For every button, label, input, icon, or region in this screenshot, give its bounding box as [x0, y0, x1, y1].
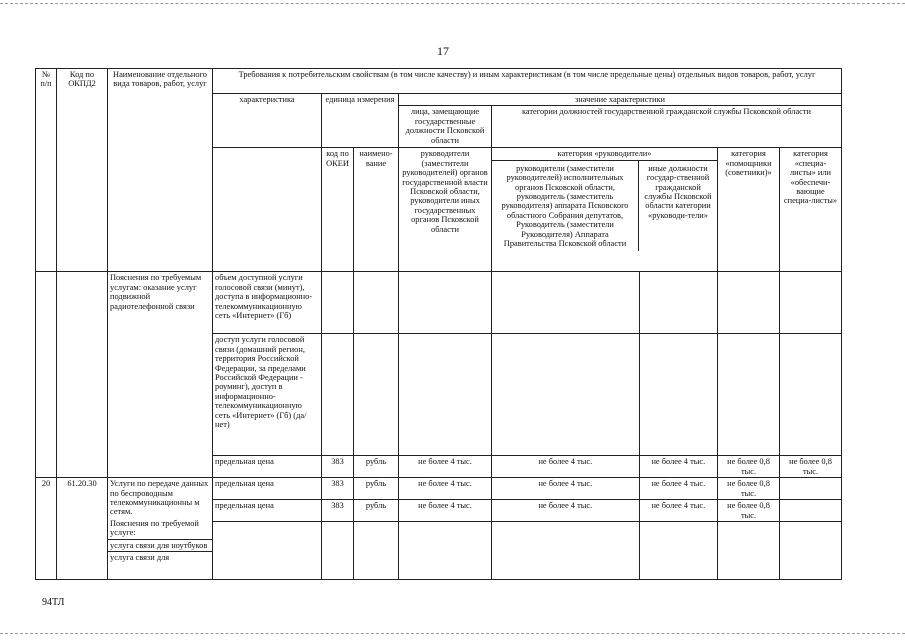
- footer-code: 94ТЛ: [42, 597, 65, 608]
- price-specialists: не более 0,8 тыс.: [780, 456, 842, 478]
- row20-num: 20: [36, 478, 57, 580]
- header-requirements: Требования к потребительским свойствам (в том числе качеству) и иным характеристикам (в том числе предельные цены) отдельных видов товаров, работ, услуг: [213, 69, 842, 94]
- row20-code: 61.20.30: [57, 478, 108, 580]
- price-specialists: [780, 500, 842, 522]
- unit-rub: рубль: [354, 478, 399, 500]
- header-cat-specialists: категория «специа-листы» или «обеспечи-вающие специа-листы»: [780, 148, 842, 272]
- row20-service-next: услуга связи для: [108, 551, 212, 563]
- price-specialists: [780, 478, 842, 500]
- cell-code: [57, 272, 108, 478]
- table-header-row: [36, 69, 842, 94]
- header-civil-service: категории должностей государственной гражданской службы Псковской области: [492, 106, 842, 148]
- row20-name-cell: [108, 478, 213, 580]
- header-cat-leaders: категория «руководители»: [492, 148, 717, 160]
- price-heads-exec: не более 4 тыс.: [492, 478, 640, 500]
- header-name: Наименование отдельного вида товаров, работ, услуг: [108, 69, 213, 272]
- header-characteristic-blank: [213, 148, 322, 272]
- okei-code: 383: [322, 500, 354, 522]
- page-number: 17: [437, 44, 449, 58]
- header-value: значение характеристики: [399, 94, 842, 106]
- header-cat-assistants: категория «помощники (советники)»: [718, 148, 780, 272]
- price-assistants: не более 0,8 тыс.: [718, 478, 780, 500]
- header-heads-gov: руководители (заместители руководителей) органов государственной власти Псковской области, руководители иных государственных органов Псковской области: [399, 148, 492, 272]
- okei-code: 383: [322, 478, 354, 500]
- row20-explanation: Пояснения по требуемой услуге:: [110, 518, 199, 538]
- price-label: предельная цена: [213, 500, 322, 522]
- unit-rub: рубль: [354, 456, 399, 478]
- table-row: [36, 478, 842, 500]
- header-okei: код по ОКЕИ: [322, 148, 354, 272]
- price-heads-exec: не более 4 тыс.: [492, 500, 640, 522]
- price-other: не более 4 тыс.: [639, 500, 717, 522]
- header-unit-name: наимено-вание: [354, 148, 399, 272]
- char-volume: объем доступной услуги голосовой связи (минут), доступа в информационно-телекоммуникационную сеть «Интернет» (Гб): [213, 272, 322, 334]
- price-label: предельная цена: [213, 478, 322, 500]
- price-other: не более 4 тыс.: [639, 456, 717, 478]
- header-cat-leaders-group: [492, 148, 718, 272]
- price-label: предельная цена: [213, 456, 322, 478]
- scan-edge-top: [0, 3, 905, 4]
- price-other: не более 4 тыс.: [639, 478, 717, 500]
- table-row: [36, 272, 842, 334]
- row20-name: Услуги по передаче данных по беспроводным телекоммуникационны м сетям. Пояснения по требуемой услуге:: [110, 479, 209, 538]
- unit-rub: рубль: [354, 500, 399, 522]
- price-heads-gov: не более 4 тыс.: [399, 456, 492, 478]
- header-num: № п/п: [36, 69, 57, 272]
- explanation-mobile: Пояснения по требуемым услугам: оказание услуг подвижной радиотелефонной связи: [108, 272, 213, 478]
- row20-service-laptop: услуга связи для ноутбуков: [108, 539, 212, 551]
- price-assistants: не более 0,8 тыс.: [718, 500, 780, 522]
- cell-num: [36, 272, 57, 478]
- header-unit: единица измерения: [322, 94, 399, 148]
- header-other-positions: иные должности государ-ственной гражданской службы Псковской области категории «руководи-тели»: [644, 163, 712, 220]
- price-heads-gov: не более 4 тыс.: [399, 478, 492, 500]
- header-heads-exec: руководители (заместители руководителей) исполнительных органов Псковской области, руководитель (заместитель руководителя) аппарата Псковского областного Собрания депутатов, Руководитель (заместители Руководителя) Аппарата Правительства Псковской области: [492, 161, 639, 252]
- header-persons: лица, замещающие государственные должности Псковской области: [399, 106, 492, 148]
- header-okpd2: Код по ОКПД2: [57, 69, 108, 272]
- price-heads-gov: не более 4 тыс.: [399, 500, 492, 522]
- header-characteristic: характеристика: [213, 94, 322, 148]
- price-assistants: не более 0,8 тыс.: [718, 456, 780, 478]
- char-access: доступ услуги голосовой связи (домашний регион, территория Российской Федерации, за пределами Российской Федерации - роуминг), доступ в информационно-телекоммуникационную сеть «Интернет» (Гб) (да/нет): [213, 334, 322, 456]
- okei-code: 383: [322, 456, 354, 478]
- requirements-table: [35, 68, 842, 580]
- scan-edge-bottom: [0, 633, 905, 634]
- price-heads-exec: не более 4 тыс.: [492, 456, 640, 478]
